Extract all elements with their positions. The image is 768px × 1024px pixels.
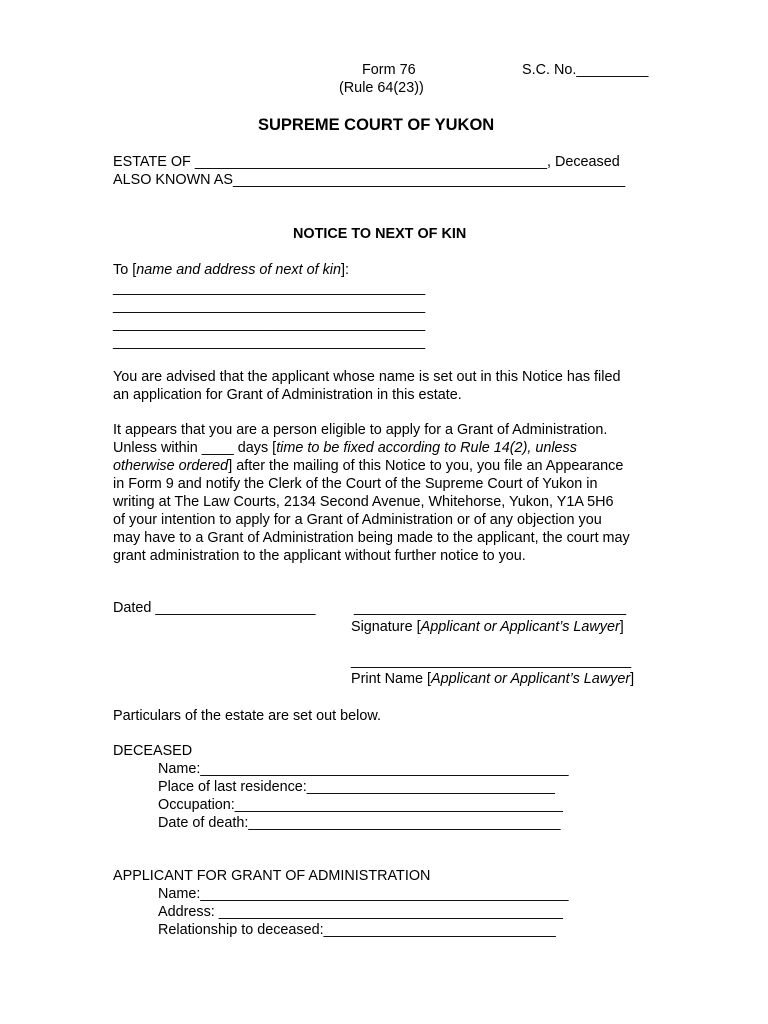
- deceased-occupation-field: Occupation:_________________________________________: [158, 797, 563, 813]
- also-known-as-line: ALSO KNOWN AS_________________________________________________: [113, 172, 626, 188]
- paragraph2-line3-suffix: ] after the mailing of this Notice to you, you file an Appearance: [228, 458, 624, 474]
- dated-line: Dated ____________________: [113, 600, 316, 616]
- paragraph2-line2: [113, 439, 577, 457]
- paragraph1-line2: an application for Grant of Administration in this estate.: [113, 387, 462, 403]
- applicant-relationship-field: Relationship to deceased:_____________________________: [158, 922, 556, 938]
- notice-title: NOTICE TO NEXT OF KIN: [293, 226, 467, 242]
- paragraph2-line3-italic: otherwise ordered: [113, 458, 229, 474]
- next-of-kin-blank-2: _______________________________________: [113, 298, 426, 314]
- particulars-intro: Particulars of the estate are set out below.: [113, 708, 381, 724]
- signature-caption-prefix: Signature [: [351, 619, 421, 635]
- paragraph1-line1: You are advised that the applicant whose name is set out in this Notice has filed: [113, 369, 621, 385]
- signature-line: __________________________________: [354, 600, 627, 616]
- print-name-line: ___________________________________: [351, 653, 632, 669]
- next-of-kin-blank-1: _______________________________________: [113, 280, 426, 296]
- next-of-kin-blank-3: _______________________________________: [113, 316, 426, 332]
- paragraph2-line1: It appears that you are a person eligible to apply for a Grant of Administration.: [113, 422, 608, 438]
- paragraph2-line2-prefix: Unless within ____ days [: [113, 440, 277, 456]
- signature-caption-suffix: ]: [619, 619, 624, 635]
- court-title: SUPREME COURT OF YUKON: [258, 116, 495, 134]
- deceased-heading: DECEASED: [113, 743, 193, 759]
- form-number: Form 76: [362, 62, 416, 78]
- signature-caption-italic: Applicant or Applicant’s Lawyer: [420, 619, 620, 635]
- sc-number: S.C. No._________: [522, 62, 649, 78]
- paragraph2-line6: of your intention to apply for a Grant of Administration or of any objection you: [113, 512, 602, 528]
- next-of-kin-blank-4: _______________________________________: [113, 334, 426, 350]
- deceased-name-field: Name:______________________________________________: [158, 761, 569, 777]
- print-name-italic: Applicant or Applicant’s Lawyer: [430, 671, 631, 687]
- applicant-heading: APPLICANT FOR GRANT OF ADMINISTRATION: [113, 868, 431, 884]
- print-name-suffix: ]: [630, 671, 635, 687]
- deceased-residence-field: Place of last residence:_______________________________: [158, 779, 555, 795]
- paragraph2-line2-italic: time to be fixed according to Rule 14(2), unless: [276, 440, 577, 456]
- to-italic: name and address of next of kin: [136, 262, 341, 278]
- signature-caption: [351, 618, 624, 636]
- to-line: [113, 261, 349, 279]
- print-name-prefix: Print Name [: [351, 671, 431, 687]
- paragraph2-line8: grant administration to the applicant without further notice to you.: [113, 548, 526, 564]
- rule-reference: (Rule 64(23)): [339, 80, 424, 96]
- deceased-date-of-death-field: Date of death:_______________________________________: [158, 815, 561, 831]
- applicant-address-field: Address: ___________________________________________: [158, 904, 563, 920]
- to-suffix: ]:: [341, 262, 349, 278]
- to-prefix: To [: [113, 262, 137, 278]
- estate-of-line: ESTATE OF ____________________________________________, Deceased: [113, 154, 620, 170]
- paragraph2-line4: in Form 9 and notify the Clerk of the Court of the Supreme Court of Yukon in: [113, 476, 598, 492]
- paragraph2-line3: [113, 457, 623, 475]
- paragraph2-line7: may have to a Grant of Administration being made to the applicant, the court may: [113, 530, 630, 546]
- applicant-name-field: Name:______________________________________________: [158, 886, 569, 902]
- paragraph2-line5: writing at The Law Courts, 2134 Second Avenue, Whitehorse, Yukon, Y1A 5H6: [113, 494, 614, 510]
- print-name-caption: [351, 670, 634, 688]
